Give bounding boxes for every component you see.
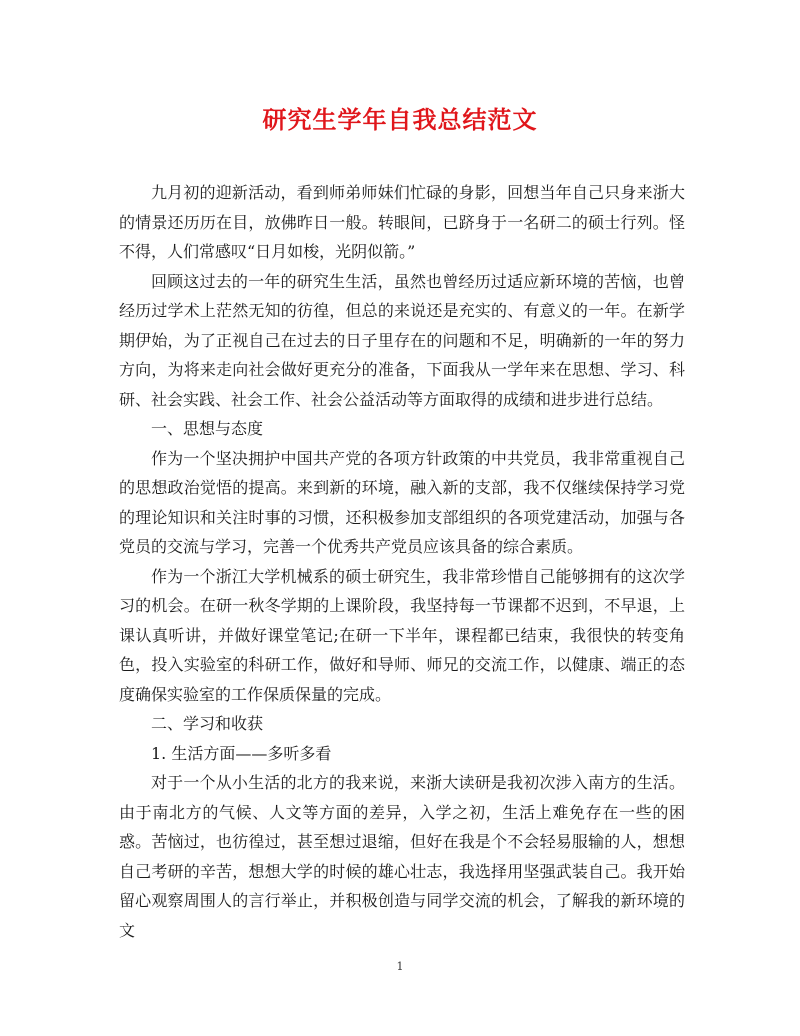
document-body: [119, 178, 685, 945]
section-heading-learning: 二、学习和收获: [151, 714, 264, 733]
section-heading-thought: 一、思想与态度: [151, 419, 264, 438]
paragraph-life: 对于一个从小生活的北方的我来说，来浙大读研是我初次涉入南方的生活。由于南北方的气候、人文等方面的差异，入学之初，生活上难免存在一些的困惑。苦恼过，也彷徨过，甚至想过退缩，但好在我是个不会轻易服输的人，想想自己考研的辛苦，想想大学的时候的雄心壮志，我选择用坚强武装自己。我开始留心观察周围人的言行举止，并积极创造与同学交流的机会，了解我的新环境的文: [119, 773, 685, 940]
paragraph-party: 作为一个坚决拥护中国共产党的各项方针政策的中共党员，我非常重视自己的思想政治觉悟的提高。来到新的环境，融入新的支部，我不仅继续保持学习党的理论知识和关注时事的习惯，还积极参加支部组织的各项党建活动，加强与各党员的交流与学习，完善一个优秀共产党员应该具备的综合素质。: [119, 448, 685, 556]
page-number: 1: [396, 960, 404, 973]
subsection-heading-life: 1. 生活方面——多听多看: [151, 743, 332, 763]
paragraph-intro: 九月初的迎新活动，看到师弟师妹们忙碌的身影，回想当年自己只身来浙大的情景还历历在目，放佛昨日一般。转眼间，已跻身于一名研二的硕士行列。怪不得，人们常感叹“日月如梭，光阴似箭。”: [119, 183, 685, 261]
paragraph-review: 回顾这过去的一年的研究生生活，虽然也曾经历过适应新环境的苦恼，也曾经历过学术上茫然无知的彷徨，但总的来说还是充实的、有意义的一年。在新学期伊始，为了正视自己在过去的日子里存在的问题和不足，明确新的一年的努力方向，为将来走向社会做好更充分的准备，下面我从一学年来在思想、学习、科研、社会实践、社会工作、社会公益活动等方面取得的成绩和进步进行总结。: [119, 271, 685, 409]
document-title: 研究生学年自我总结范文: [262, 105, 538, 134]
paragraph-study: 作为一个浙江大学机械系的硕士研究生，我非常珍惜自己能够拥有的这次学习的机会。在研一秋冬学期的上课阶段，我坚持每一节课都不迟到，不早退，上课认真听讲，并做好课堂笔记;在研一下半年，课程都已结束，我很快的转变角色，投入实验室的科研工作，做好和导师、师兄的交流工作，以健康、端正的态度确保实验室的工作保质保量的完成。: [119, 566, 685, 704]
